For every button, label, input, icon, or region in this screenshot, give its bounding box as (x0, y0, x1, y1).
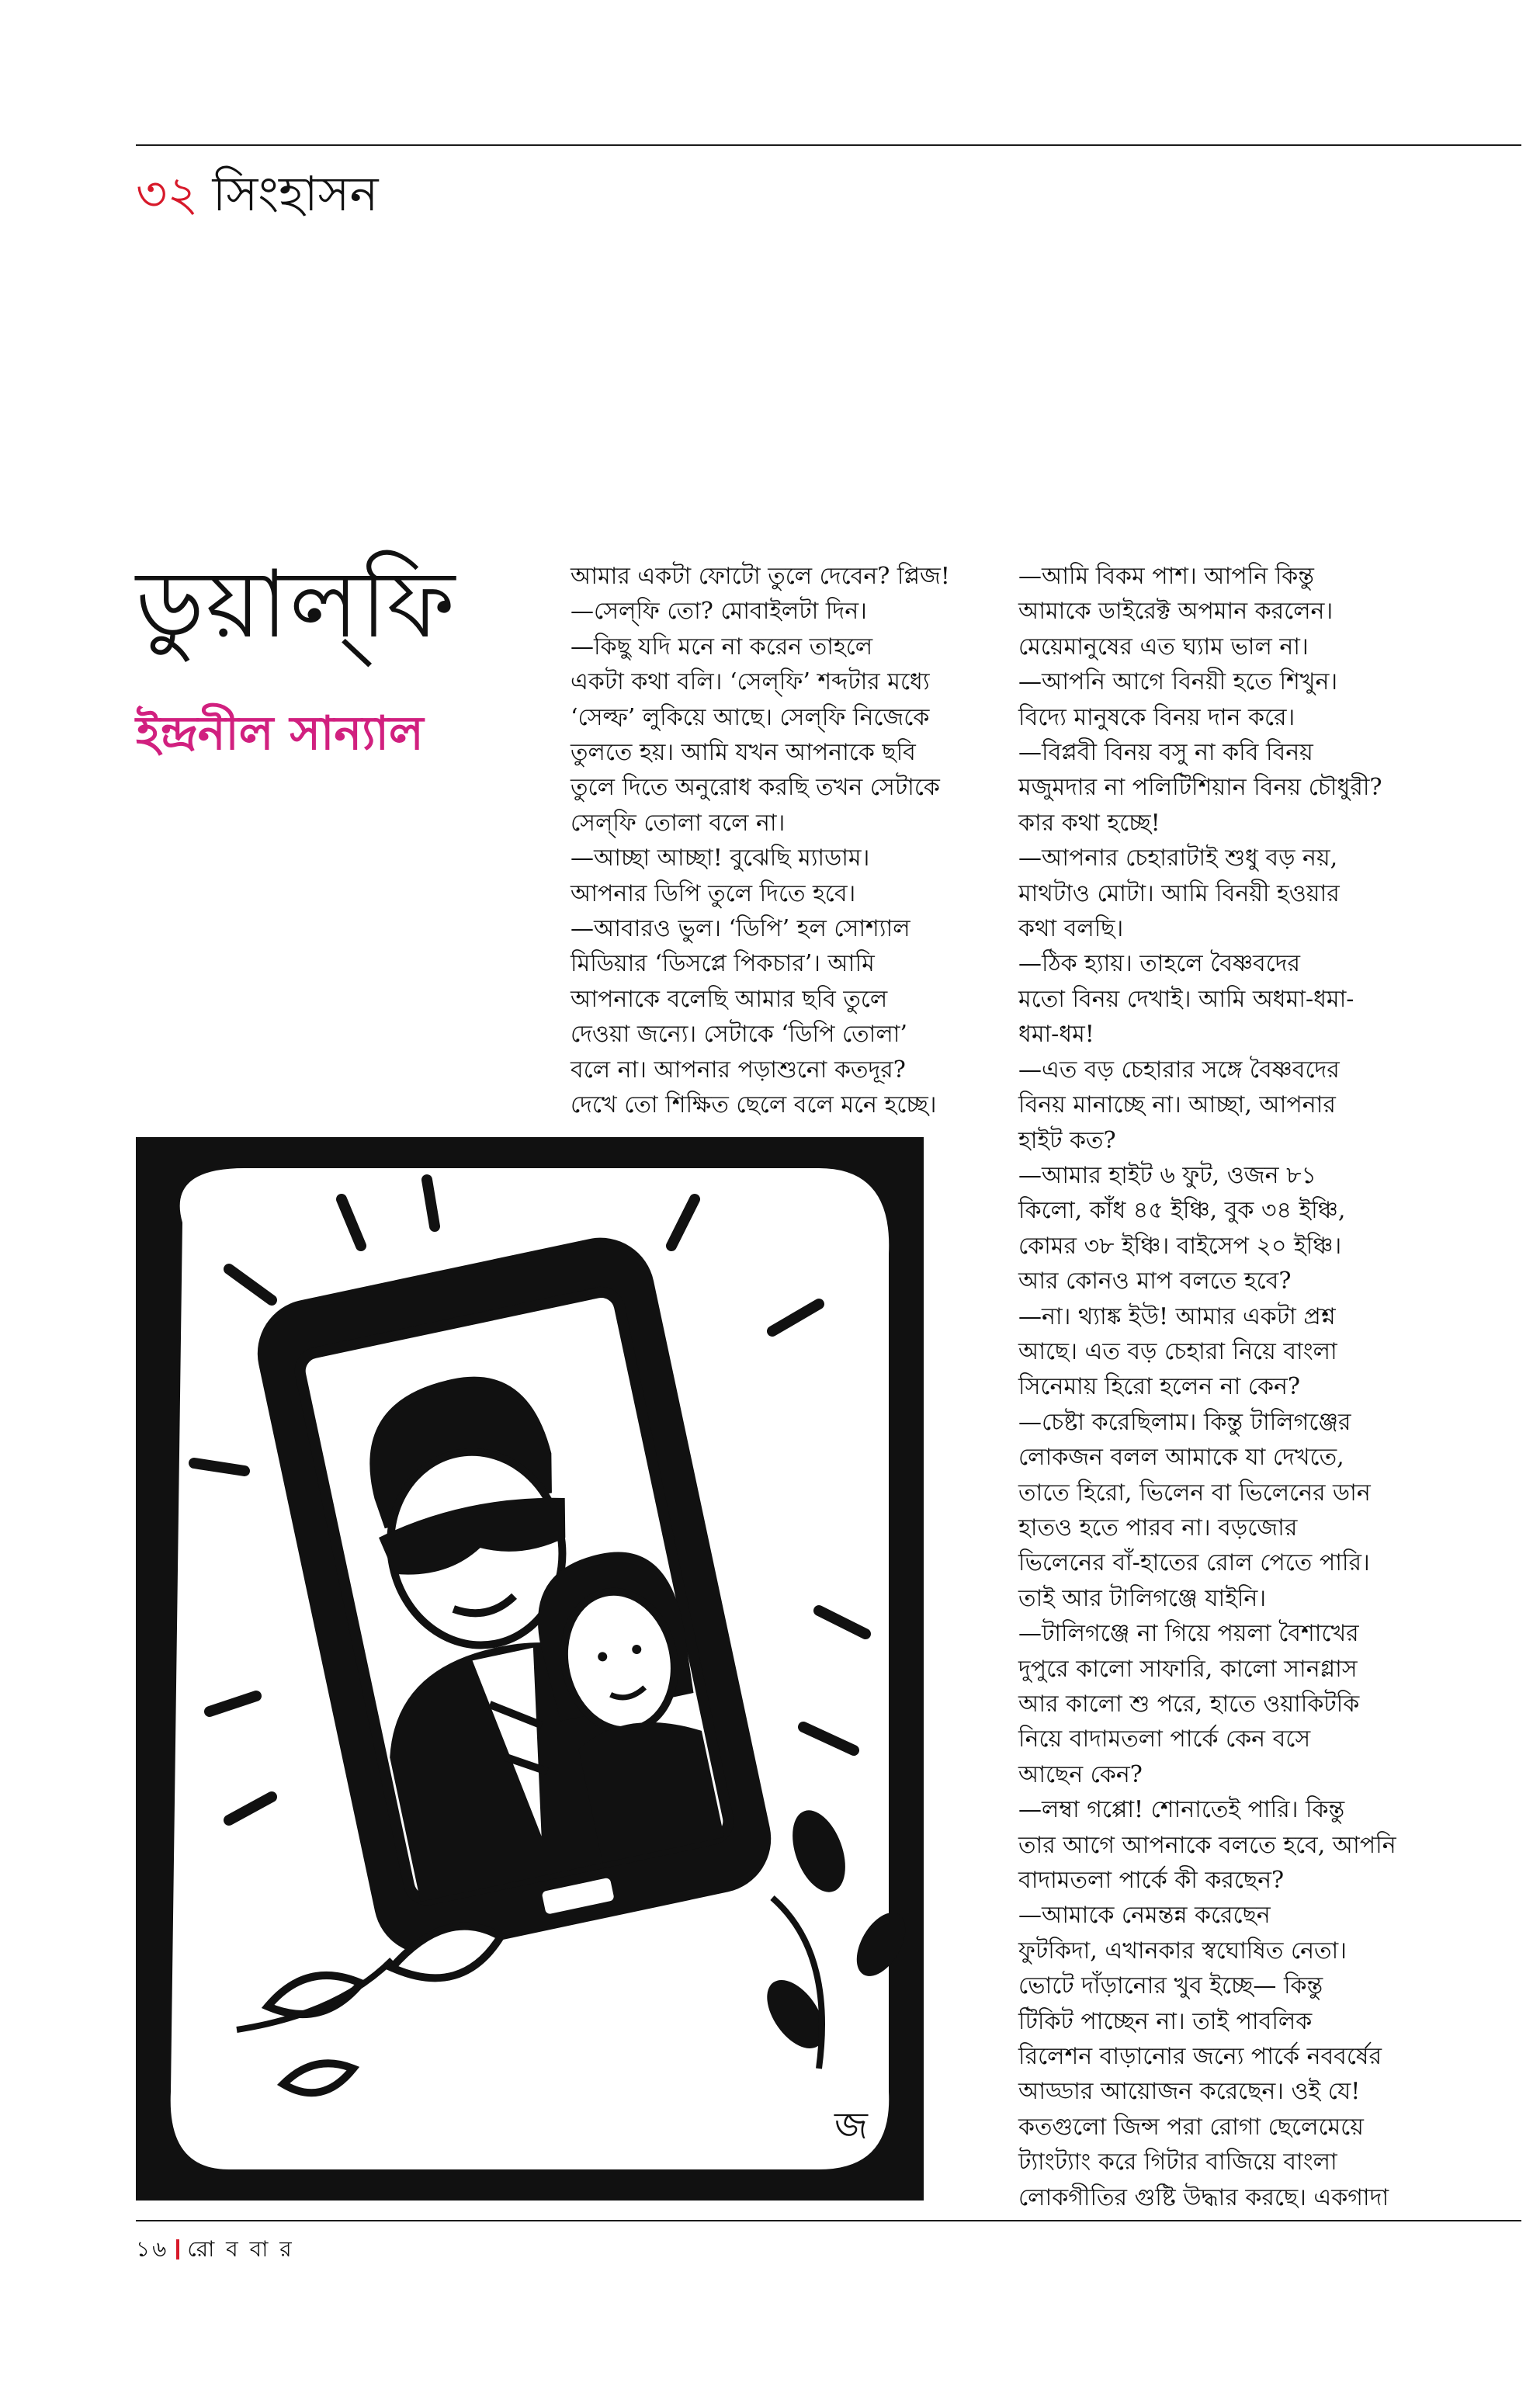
artist-signature: জ (834, 2104, 868, 2148)
text-line: তাতে হিরো, ভিলেন বা ভিলেনের ডান (1018, 1479, 1371, 1507)
text-line: ভোটে দাঁড়ানোর খুব ইচ্ছে— কিন্তু (1018, 1972, 1323, 2000)
text-line: রিলেশন বাড়ানোর জন্যে পার্কে নববর্ষের (1018, 2043, 1382, 2071)
text-line: —আমি বিকম পাশ। আপনি কিন্তু (1018, 563, 1314, 590)
text-line: ‘সেল্ফ’ লুকিয়ে আছে। সেল্‌ফি নিজেকে (571, 703, 930, 731)
footer-rule (136, 2220, 1521, 2221)
text-line: মেয়েমানুষের এত ঘ্যাম ভাল না। (1018, 633, 1309, 661)
text-line: —সেল্‌ফি তো? মোবাইলটা দিন। (571, 598, 867, 626)
text-line: —আমাকে নেমন্তন্ন করেছেন (1018, 1902, 1271, 1930)
text-line: —আচ্ছা আচ্ছা! বুঝেছি ম্যাডাম। (571, 844, 870, 872)
text-line: কোমর ৩৮ ইঞ্চি। বাইসেপ ২০ ইঞ্চি। (1018, 1232, 1342, 1260)
text-line: দেওয়া জন্যে। সেটাকে ‘ডিপি তোলা’ (571, 1021, 907, 1049)
text-line: আর কোনও মাপ বলতে হবে? (1018, 1268, 1292, 1295)
text-line: কতগুলো জিন্স পরা রোগা ছেলেমেয়ে (1018, 2113, 1364, 2141)
text-line: —বিপ্লবী বিনয় বসু না কবি বিনয় (1018, 739, 1313, 767)
text-line: আপনাকে বলেছি আমার ছবি তুলে (571, 985, 888, 1013)
footer-publication: রো ব বা র (187, 2236, 294, 2262)
text-line: ট্যাংট্যাং করে গিটার বাজিয়ে বাংলা (1018, 2148, 1337, 2176)
text-line: মজুমদার না পলিটিশিয়ান বিনয় চৌধুরী? (1018, 774, 1382, 802)
text-line: দেখে তো শিক্ষিত ছেলে বলে মনে হচ্ছে। (571, 1091, 937, 1119)
text-line: বিদ্যে মানুষকে বিনয় দান করে। (1018, 703, 1295, 731)
text-line: —আপনি আগে বিনয়ী হতে শিখুন। (1018, 668, 1338, 696)
text-line: হাতও হতে পারব না। বড়জোর (1018, 1514, 1298, 1542)
text-line: ভিলেনের বাঁ-হাতের রোল পেতে পারি। (1018, 1549, 1370, 1577)
header-section-title: সিংহাসন (212, 165, 379, 222)
footer-page-number: ১৬ (136, 2236, 169, 2262)
text-line: দুপুরে কালো সাফারি, কালো সানগ্লাস (1018, 1655, 1358, 1683)
header-rule (136, 144, 1521, 146)
text-line: —আপনার চেহারাটাই শুধু বড় নয়, (1018, 844, 1338, 872)
text-line: আড্ডার আয়োজন করেছেন। ওই যে! (1018, 2078, 1361, 2106)
text-line: আর কালো শু পরে, হাতে ওয়াকিটকি (1018, 1691, 1360, 1718)
footer-divider (176, 2239, 179, 2259)
text-line: আপনার ডিপি তুলে দিতে হবে। (571, 879, 856, 907)
text-line: ফুটকিদা, এখানকার স্বঘোষিত নেতা। (1018, 1937, 1347, 1965)
text-line: সিনেমায় হিরো হলেন না কেন? (1018, 1373, 1300, 1401)
text-line: বিনয় মানাচ্ছে না। আচ্ছা, আপনার (1018, 1091, 1336, 1119)
text-line: আছেন কেন? (1018, 1760, 1143, 1788)
text-line: বাদামতলা পার্কে কী করছেন? (1018, 1867, 1285, 1895)
text-line: —চেষ্টা করেছিলাম। কিন্তু টালিগঞ্জের (1018, 1408, 1351, 1436)
text-line: ধমা-ধম! (1018, 1021, 1094, 1049)
text-line: কিলো, কাঁধ ৪৫ ইঞ্চি, বুক ৩৪ ইঞ্চি, (1018, 1197, 1346, 1225)
article-column-2 (1018, 559, 1430, 2215)
text-line: —এত বড় চেহারার সঙ্গে বৈষ্ণবদের (1018, 1056, 1340, 1084)
text-line: —টালিগঞ্জে না গিয়ে পয়লা বৈশাখের (1018, 1620, 1359, 1648)
phone-selfie-illustration (136, 1137, 924, 2201)
text-line: টিকিট পাচ্ছেন না। তাই পাবলিক (1018, 2007, 1313, 2035)
text-line: একটা কথা বলি। ‘সেল্‌ফি’ শব্দটার মধ্যে (571, 668, 930, 696)
text-line: কথা বলছি। (1018, 915, 1124, 943)
text-line: আমার একটা ফোটো তুলে দেবেন? প্লিজ! (571, 563, 950, 590)
text-line: —লম্বা গপ্পো! শোনাতেই পারি। কিন্তু (1018, 1796, 1345, 1824)
text-line: —না। থ্যাঙ্ক ইউ! আমার একটা প্রশ্ন (1018, 1302, 1336, 1330)
article-title: ডুয়াল্‌ফি (136, 551, 457, 659)
text-line: —কিছু যদি মনে না করেন তাহলে (571, 633, 873, 661)
text-line: তুলে দিতে অনুরোধ করছি তখন সেটাকে (571, 774, 940, 802)
page-header (136, 163, 379, 225)
text-line: লোকগীতির গুষ্টি উদ্ধার করছে। একগাদা (1018, 2183, 1389, 2211)
text-line: তাই আর টালিগঞ্জে যাইনি। (1018, 1584, 1267, 1612)
page-footer (136, 2235, 294, 2263)
header-page-number: ৩২ (136, 165, 199, 222)
text-line: আছে। এত বড় চেহারা নিয়ে বাংলা (1018, 1337, 1337, 1365)
text-line: বলে না। আপনার পড়াশুনো কতদূর? (571, 1056, 906, 1084)
article-column-1 (571, 559, 974, 1123)
text-line: লোকজন বলল আমাকে যা দেখতে, (1018, 1444, 1344, 1472)
text-line: কার কথা হচ্ছে! (1018, 809, 1160, 837)
text-line: —ঠিক হ্যায়। তাহলে বৈষ্ণবদের (1018, 950, 1301, 978)
text-line: মিডিয়ার ‘ডিসপ্লে পিকচার’। আমি (571, 950, 875, 978)
text-line: —আমার হাইট ৬ ফুট, ওজন ৮১ (1018, 1161, 1317, 1189)
text-line: সেল্‌ফি তোলা বলে না। (571, 809, 786, 837)
text-line: তার আগে আপনাকে বলতে হবে, আপনি (1018, 1831, 1396, 1859)
text-line: মতো বিনয় দেখাই। আমি অধমা-ধমা- (1018, 985, 1354, 1013)
text-line: —আবারও ভুল। ‘ডিপি’ হল সোশ্যাল (571, 915, 910, 943)
text-line: নিয়ে বাদামতলা পার্কে কেন বসে (1018, 1725, 1311, 1753)
article-author: ইন্দ্রনীল সান্যাল (136, 706, 424, 761)
text-line: মাথটাও মোটা। আমি বিনয়ী হওয়ার (1018, 879, 1340, 907)
text-line: তুলতে হয়। আমি যখন আপনাকে ছবি (571, 739, 916, 767)
text-line: আমাকে ডাইরেক্ট অপমান করলেন। (1018, 598, 1334, 626)
text-line: হাইট কত? (1018, 1126, 1116, 1154)
